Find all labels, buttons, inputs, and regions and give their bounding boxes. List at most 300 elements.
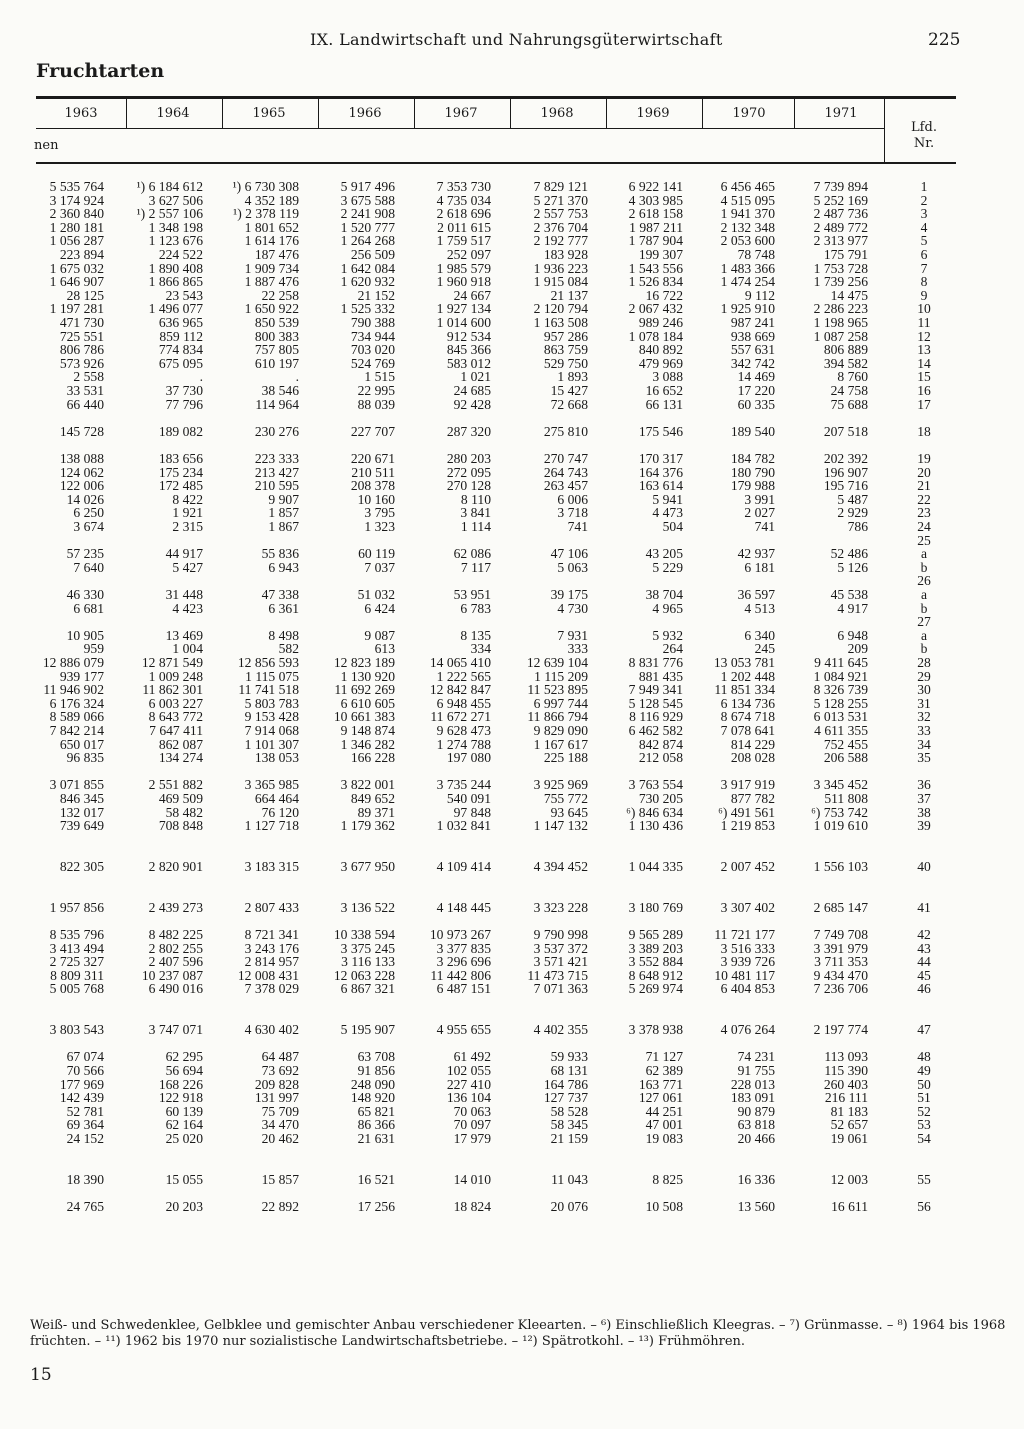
table-cell: 1 496 077 — [148, 301, 203, 317]
table-cell: 72 668 — [550, 396, 588, 412]
table-cell: 7 071 363 — [533, 981, 588, 997]
table-cell: 7 842 214 — [49, 723, 104, 738]
lfd-cell: b — [920, 559, 928, 575]
table-cell: 10 508 — [645, 1199, 683, 1214]
table-cell: 2 802 255 — [148, 940, 203, 956]
table-cell: 1 675 032 — [49, 260, 104, 276]
table-cell: 9 565 289 — [628, 927, 683, 942]
year-header: 1970 — [732, 106, 766, 121]
table-cell: 10 160 — [357, 491, 395, 507]
table-cell: 210 595 — [254, 478, 299, 494]
table-cell: 741 — [754, 519, 775, 534]
table-cell: 708 848 — [158, 818, 203, 834]
table-cell: 138 088 — [59, 451, 104, 466]
lfd-cell: 22 — [917, 491, 931, 507]
table-cell: 3 116 133 — [341, 954, 395, 970]
table-cell: 1 087 258 — [813, 328, 868, 344]
lfd-cell: 20 — [917, 464, 931, 480]
table-cell: 3 537 372 — [533, 940, 588, 956]
table-cell: 5 932 — [652, 627, 683, 643]
table-cell: ⁶) 846 634 — [626, 804, 683, 820]
table-cell: 2 487 736 — [813, 206, 868, 222]
lfd-cell: 38 — [917, 804, 931, 820]
table-cell: 2 407 596 — [148, 954, 203, 970]
lfd-cell: b — [920, 600, 928, 616]
table-cell: 6 424 — [364, 600, 395, 616]
table-cell: 12 871 549 — [141, 655, 203, 670]
year-divider — [510, 99, 511, 129]
table-cell: 7 037 — [364, 559, 395, 575]
chapter-title: IX. Landwirtschaft und Nahrungsgüterwirtschaft — [310, 30, 723, 49]
table-cell: 4 630 402 — [244, 1022, 299, 1038]
footnotes — [30, 1318, 1006, 1350]
table-cell: 14 475 — [830, 287, 868, 303]
table-cell: 6 456 465 — [720, 179, 775, 194]
lfd-cell: 54 — [917, 1131, 931, 1146]
table-cell: 207 518 — [823, 423, 868, 439]
lfd-cell: b — [920, 641, 928, 657]
table-cell: 24 667 — [453, 287, 491, 303]
table-cell: 4 513 — [744, 600, 775, 616]
table-cell: 1 483 366 — [720, 260, 775, 276]
table-cell: 3 747 071 — [148, 1022, 203, 1038]
table-cell: 73 692 — [261, 1063, 299, 1078]
table-cell: 11 672 271 — [430, 709, 491, 725]
table-cell: 7 914 068 — [244, 723, 299, 738]
table-cell: 12 008 431 — [237, 967, 299, 983]
table-cell: 12 856 593 — [237, 655, 299, 670]
table-cell: 212 058 — [638, 750, 683, 766]
lfd-cell: 32 — [917, 709, 931, 725]
table-cell: 7 640 — [73, 559, 104, 575]
table-cell: 511 808 — [824, 791, 868, 806]
table-cell: 70 566 — [66, 1063, 104, 1078]
table-cell: 148 920 — [350, 1090, 395, 1106]
table-cell: 6 867 321 — [340, 981, 395, 997]
table-cell: 1 957 856 — [49, 899, 104, 915]
table-cell: 1 056 287 — [49, 233, 104, 249]
lfd-cell: 43 — [917, 940, 931, 956]
table-cell: 1 032 841 — [436, 818, 491, 834]
table-cell: 199 307 — [638, 247, 683, 262]
year-divider — [794, 99, 795, 129]
year-divider — [126, 99, 127, 129]
table-cell: 877 782 — [730, 791, 775, 806]
table-cell: 1 936 223 — [533, 260, 588, 276]
table-cell: 1 927 134 — [436, 301, 491, 317]
table-cell: 1 202 448 — [720, 668, 775, 684]
table-cell: 2 360 840 — [49, 206, 104, 222]
table-cell: 1 014 600 — [436, 315, 491, 330]
table-cell: 504 — [662, 519, 683, 534]
table-cell: 912 534 — [446, 328, 491, 344]
table-cell: 1 620 932 — [340, 274, 395, 290]
lfd-cell: a — [920, 627, 928, 643]
lfd-cell: 15 — [917, 369, 931, 385]
table-cell: 4 955 655 — [436, 1022, 491, 1038]
table-cell: 582 — [278, 641, 299, 657]
table-cell: 8 831 776 — [628, 655, 683, 670]
table-cell: 202 392 — [823, 451, 868, 466]
table-cell: 3 375 245 — [340, 940, 395, 956]
table-cell: 86 366 — [357, 1117, 395, 1133]
table-top-rule — [36, 96, 956, 99]
table-cell: 24 765 — [66, 1199, 104, 1214]
table-cell: 264 743 — [543, 464, 588, 480]
table-cell: 88 039 — [357, 396, 395, 412]
table-cell: 90 879 — [737, 1103, 775, 1119]
table-cell: 725 551 — [59, 328, 104, 344]
table-cell: 2 814 957 — [244, 954, 299, 970]
table-cell: 16 611 — [831, 1199, 868, 1214]
table-cell: 2 120 794 — [533, 301, 588, 317]
table-cell: 252 097 — [446, 247, 491, 262]
table-cell: 56 694 — [165, 1063, 203, 1078]
table-cell: 3 552 884 — [628, 954, 683, 970]
table-cell: 8 535 796 — [49, 927, 104, 942]
table-cell: 36 597 — [737, 587, 775, 602]
table-cell: 113 093 — [824, 1049, 868, 1065]
table-cell: 11 473 715 — [527, 967, 588, 983]
lfd-cell: 1 — [920, 179, 928, 194]
table-cell: 471 730 — [59, 315, 104, 330]
table-cell: 14 026 — [66, 491, 104, 507]
table-cell: 822 305 — [59, 859, 104, 874]
table-cell: 21 159 — [550, 1131, 588, 1146]
table-cell: 2 132 348 — [720, 219, 775, 235]
lfd-cell: 28 — [917, 655, 931, 670]
table-cell: 63 708 — [357, 1049, 395, 1065]
table-cell: 557 631 — [730, 342, 775, 358]
table-cell: 8 498 — [268, 627, 299, 643]
table-cell: 650 017 — [59, 736, 104, 752]
table-cell: 184 782 — [730, 451, 775, 466]
table-cell: 55 836 — [261, 546, 299, 562]
table-cell: 270 747 — [543, 451, 588, 466]
table-cell: 102 055 — [446, 1063, 491, 1078]
table-cell: 755 772 — [543, 791, 588, 806]
table-cell: 65 821 — [357, 1103, 395, 1119]
table-cell: 2 551 882 — [148, 777, 203, 793]
table-cell: 227 707 — [350, 423, 395, 439]
table-cell: 24 152 — [66, 1131, 104, 1146]
table-cell: 75 709 — [261, 1103, 299, 1119]
table-cell: 13 560 — [737, 1199, 775, 1214]
lfd-cell: 6 — [920, 247, 928, 262]
table-cell: 19 061 — [830, 1131, 868, 1146]
year-divider — [318, 99, 319, 129]
table-cell: 93 645 — [550, 804, 588, 820]
year-divider — [414, 99, 415, 129]
table-cell: 4 730 — [557, 600, 588, 616]
table-cell: 1 323 — [364, 519, 395, 534]
table-cell: 2 685 147 — [813, 899, 868, 915]
year-header: 1968 — [540, 106, 574, 121]
table-cell: 3 174 924 — [49, 192, 104, 208]
table-cell: 1 614 176 — [244, 233, 299, 249]
table-cell: 96 835 — [66, 750, 104, 766]
table-cell: 164 376 — [638, 464, 683, 480]
table-cell: 3 183 315 — [244, 859, 299, 874]
table-cell: 1 801 652 — [244, 219, 299, 235]
table-cell: 739 649 — [59, 818, 104, 834]
table-cell: 8 422 — [172, 491, 203, 507]
table-cell: 849 652 — [350, 791, 395, 806]
table-cell: 209 — [847, 641, 868, 657]
table-cell: 208 028 — [730, 750, 775, 766]
table-cell: 1 753 728 — [813, 260, 868, 276]
table-cell: 42 937 — [737, 546, 775, 562]
table-cell: 6 943 — [268, 559, 299, 575]
table-cell: 216 111 — [824, 1090, 868, 1106]
table-cell: 3 180 769 — [628, 899, 683, 915]
table-cell: 11 946 902 — [43, 682, 104, 698]
lfd-cell: 36 — [917, 777, 931, 793]
table-cell: 10 237 087 — [141, 967, 203, 983]
lfd-cell: 47 — [917, 1022, 931, 1038]
table-cell: 38 546 — [261, 383, 299, 398]
table-cell: 175 234 — [158, 464, 203, 480]
table-cell: 3 675 588 — [340, 192, 395, 208]
table-cell: 22 258 — [261, 287, 299, 303]
lfd-cell: 17 — [917, 396, 931, 412]
table-cell: 4 394 452 — [533, 859, 588, 874]
table-cell: 752 455 — [823, 736, 868, 752]
table-cell: 3 365 985 — [244, 777, 299, 793]
lfd-cell: 11 — [917, 315, 931, 330]
table-cell: 2 067 432 — [628, 301, 683, 317]
table-cell: 166 228 — [350, 750, 395, 766]
table-cell: 127 061 — [638, 1090, 683, 1106]
table-cell: 6 948 — [837, 627, 868, 643]
table-cell: 59 933 — [550, 1049, 588, 1065]
table-cell: 6 681 — [73, 600, 104, 616]
table-cell: 703 020 — [350, 342, 395, 358]
table-cell: 8 825 — [652, 1171, 683, 1187]
table-cell: 2 192 777 — [533, 233, 588, 249]
table-cell: 145 728 — [59, 423, 104, 439]
table-cell: 6 013 531 — [813, 709, 868, 725]
table-cell: 2 376 704 — [533, 219, 588, 235]
lfd-cell: 41 — [917, 899, 931, 915]
table-cell: 170 317 — [638, 451, 683, 466]
table-cell: 610 197 — [254, 355, 299, 371]
table-cell: 1 264 268 — [340, 233, 395, 249]
lfd-cell: a — [920, 546, 928, 562]
table-cell: 1 019 610 — [813, 818, 868, 834]
table-cell: 8 809 311 — [50, 967, 104, 983]
table-cell: 6 610 605 — [340, 695, 395, 711]
table-cell: 1 127 718 — [244, 818, 299, 834]
table-cell: 91 856 — [357, 1063, 395, 1078]
table-cell: 5 917 496 — [340, 179, 395, 194]
table-cell: 8 116 929 — [629, 709, 683, 725]
year-header: 1965 — [252, 106, 286, 121]
table-cell: 60 139 — [165, 1103, 203, 1119]
table-cell: 1 084 921 — [813, 668, 868, 684]
table-cell: 136 104 — [446, 1090, 491, 1106]
table-cell: 1 222 565 — [436, 668, 491, 684]
table-cell: 7 078 641 — [720, 723, 775, 738]
table-cell: 613 — [374, 641, 395, 657]
table-cell: 6 006 — [557, 491, 588, 507]
table-cell: 7 117 — [460, 559, 491, 575]
table-cell: 2 557 753 — [533, 206, 588, 222]
table-cell: 3 677 950 — [340, 859, 395, 874]
table-cell: 127 737 — [543, 1090, 588, 1106]
table-cell: 8 135 — [460, 627, 491, 643]
table-cell: 8 110 — [460, 491, 491, 507]
table-cell: 6 997 744 — [533, 695, 588, 711]
table-cell: 10 481 117 — [714, 967, 775, 983]
table-cell: 9 907 — [268, 491, 299, 507]
lfd-cell: 51 — [917, 1090, 931, 1106]
table-cell: 209 828 — [254, 1076, 299, 1092]
lfd-cell: 45 — [917, 967, 931, 983]
table-cell: 3 389 203 — [628, 940, 683, 956]
table-cell: 863 759 — [543, 342, 588, 358]
table-cell: 18 390 — [66, 1171, 104, 1187]
table-cell: 1 198 965 — [813, 315, 868, 330]
table-cell: 6 340 — [744, 627, 775, 643]
table-cell: 1 525 332 — [340, 301, 395, 317]
table-cell: 195 716 — [823, 478, 868, 494]
lfd-cell: 26 — [917, 573, 931, 589]
table-cell: 939 177 — [59, 668, 104, 684]
lfd-cell: 56 — [917, 1199, 931, 1214]
table-cell: 5 427 — [172, 559, 203, 575]
table-cell: 142 439 — [59, 1090, 104, 1106]
table-cell: 66 131 — [645, 396, 683, 412]
lfd-cell: 37 — [917, 791, 931, 806]
table-cell: 1 474 254 — [720, 274, 775, 290]
table-cell: 12 063 228 — [333, 967, 395, 983]
table-cell: 14 010 — [453, 1171, 491, 1187]
table-cell: 260 403 — [823, 1076, 868, 1092]
table-cell: 3 925 969 — [533, 777, 588, 793]
table-cell: 5 941 — [652, 491, 683, 507]
table-cell: 287 320 — [446, 423, 491, 439]
lfd-cell: 33 — [917, 723, 931, 738]
table-cell: 131 997 — [254, 1090, 299, 1106]
year-header: 1967 — [444, 106, 478, 121]
table-cell: 22 892 — [261, 1199, 299, 1214]
table-cell: 69 364 — [66, 1117, 104, 1133]
table-cell: 122 918 — [158, 1090, 203, 1106]
table-cell: 63 818 — [737, 1117, 775, 1133]
table-cell: 842 874 — [638, 736, 683, 752]
table-cell: 13 469 — [165, 627, 203, 643]
table-cell: 3 795 — [364, 505, 395, 521]
lfd-cell: 19 — [917, 451, 931, 466]
table-cell: 24 685 — [453, 383, 491, 398]
table-cell: 5 252 169 — [813, 192, 868, 208]
table-cell: 1 921 — [172, 505, 203, 521]
table-cell: 5 269 974 — [628, 981, 683, 997]
table-cell: 1 004 — [172, 641, 203, 657]
table-cell: 987 241 — [730, 315, 775, 330]
table-cell: 1 515 — [364, 369, 395, 385]
table-cell: 51 032 — [357, 587, 395, 602]
lfd-cell: 13 — [917, 342, 931, 358]
table-cell: 675 095 — [158, 355, 203, 371]
table-cell: 730 205 — [638, 791, 683, 806]
table-cell: 189 540 — [730, 423, 775, 439]
table-cell: 1 167 617 — [533, 736, 588, 752]
table-cell: 806 889 — [823, 342, 868, 358]
table-cell: 2 618 158 — [628, 206, 683, 222]
table-cell: 3 136 522 — [340, 899, 395, 915]
table-cell: 7 949 341 — [628, 682, 683, 698]
table-cell: 800 383 — [254, 328, 299, 344]
table-cell: 774 834 — [158, 342, 203, 358]
table-cell: 2 313 977 — [813, 233, 868, 249]
table-cell: 959 — [83, 641, 104, 657]
table-cell: 7 236 706 — [813, 981, 868, 997]
lfd-cell: 9 — [920, 287, 928, 303]
table-cell: 5 126 — [837, 559, 868, 575]
table-cell: 19 083 — [645, 1131, 683, 1146]
table-cell: 1 925 910 — [720, 301, 775, 317]
table-cell: 862 087 — [158, 736, 203, 752]
table-cell: 1 543 556 — [628, 260, 683, 276]
table-cell: 122 006 — [59, 478, 104, 494]
table-cell: 664 464 — [254, 791, 299, 806]
table-cell: 11 442 806 — [430, 967, 491, 983]
table-cell: 16 521 — [357, 1171, 395, 1187]
table-cell: 840 892 — [638, 342, 683, 358]
table-cell: 5 195 907 — [340, 1022, 395, 1038]
table-cell: 15 055 — [165, 1171, 203, 1187]
header-separator-rule — [36, 128, 884, 129]
table-cell: 1 941 370 — [720, 206, 775, 222]
table-cell: 92 428 — [453, 396, 491, 412]
table-cell: 1 556 103 — [813, 859, 868, 874]
lfd-cell: 46 — [917, 981, 931, 997]
table-cell: 11 721 177 — [714, 927, 775, 942]
table-cell: 573 926 — [59, 355, 104, 371]
table-cell: 10 905 — [66, 627, 104, 643]
table-cell: 2 027 — [744, 505, 775, 521]
lfd-cell: 12 — [917, 328, 931, 344]
table-cell: 44 251 — [645, 1103, 683, 1119]
table-cell: 21 152 — [357, 287, 395, 303]
table-cell: 46 330 — [66, 587, 104, 602]
table-cell: 224 522 — [158, 247, 203, 262]
table-cell: 1 893 — [557, 369, 588, 385]
table-cell: 1 866 865 — [148, 274, 203, 290]
table-cell: 43 205 — [645, 546, 683, 562]
table-cell: 62 295 — [165, 1049, 203, 1065]
table-cell: 859 112 — [159, 328, 203, 344]
table-cell: 10 973 267 — [429, 927, 491, 942]
table-cell: 3 345 452 — [813, 777, 868, 793]
table-cell: 1 650 922 — [244, 301, 299, 317]
table-cell: 20 203 — [165, 1199, 203, 1214]
page-footer-number: 15 — [30, 1365, 52, 1385]
table-cell: 8 648 912 — [628, 967, 683, 983]
table-cell: 1 115 075 — [245, 668, 299, 684]
table-cell: 6 462 582 — [628, 723, 683, 738]
table-cell: 2 489 772 — [813, 219, 868, 235]
table-cell: 8 589 066 — [49, 709, 104, 725]
lfd-cell: 40 — [917, 859, 931, 874]
lfd-header-line-1: Lfd. — [911, 120, 937, 135]
year-header: 1963 — [64, 106, 98, 121]
year-header: 1964 — [156, 106, 190, 121]
year-divider — [222, 99, 223, 129]
table-cell: 3 307 402 — [720, 899, 775, 915]
